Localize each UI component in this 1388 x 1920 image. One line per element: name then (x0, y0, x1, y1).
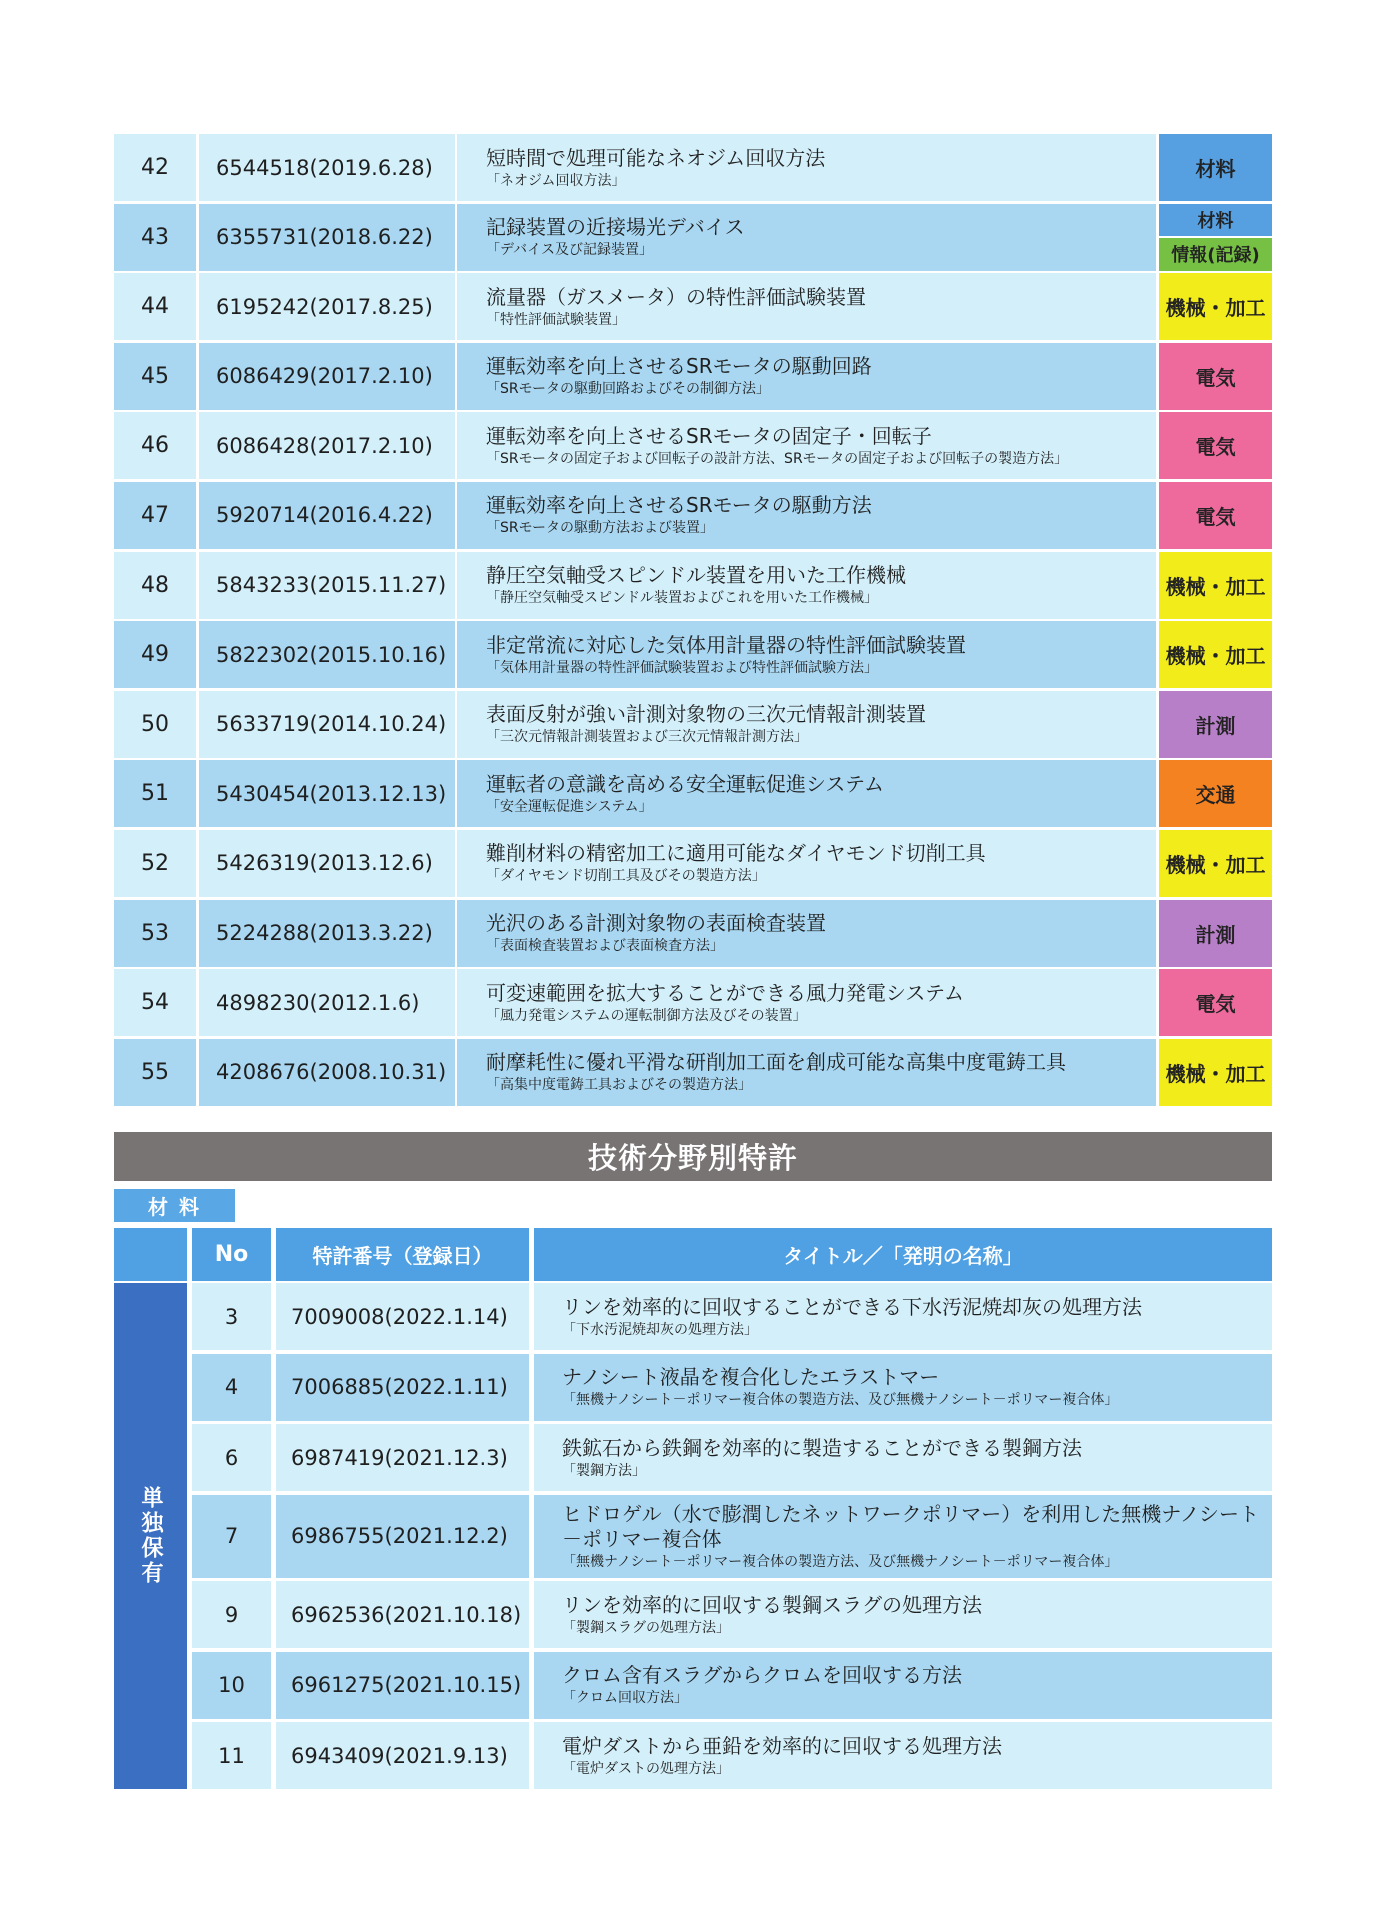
patent-row (114, 969, 1272, 1036)
group-label: 単独保有 (138, 1486, 163, 1586)
patent-title: 流量器（ガスメータ）の特性評価試験装置 (486, 284, 866, 309)
patent-row (114, 204, 1272, 271)
invention-name: 「風力発電システムの運転制御方法及びその装置」 (486, 1007, 807, 1024)
patent-number-date: 4208676(2008.10.31) (199, 1039, 455, 1106)
invention-name: 「SRモータの駆動方法および装置」 (486, 520, 715, 537)
category-tag: 機械・加工 (1159, 1039, 1272, 1106)
invention-name: 「ダイヤモンド切削工具及びその製造方法」 (486, 868, 766, 885)
invention-name: 「静圧空気軸受スピンドル装置およびこれを用いた工作機械」 (486, 590, 878, 607)
category-tag: 機械・加工 (1159, 621, 1272, 688)
category-tag: 材料 (1159, 134, 1272, 201)
patent-no: 7 (192, 1495, 271, 1578)
patent-title: 難削材料の精密加工に適用可能なダイヤモンド切削工具 (486, 841, 986, 866)
invention-name: 「三次元情報計測装置および三次元情報計測方法」 (486, 729, 808, 746)
patent-table-continued (114, 134, 1272, 1106)
field-patent-row (192, 1652, 1272, 1719)
patent-title: 短時間で処理可能なネオジム回収方法 (486, 145, 826, 170)
patent-number-date: 5822302(2015.10.16) (199, 621, 455, 688)
field-patent-row (192, 1722, 1272, 1789)
category-cell (1159, 273, 1272, 340)
patent-title: 光沢のある計測対象物の表面検査装置 (486, 911, 826, 936)
patent-title-cell (534, 1581, 1272, 1648)
patent-title: 表面反射が強い計測対象物の三次元情報計測装置 (486, 702, 926, 727)
patent-title-cell (457, 273, 1156, 340)
patent-number-date: 5430454(2013.12.13) (199, 760, 455, 827)
category-tag: 電気 (1159, 343, 1272, 410)
invention-name: 「デバイス及び記録装置」 (486, 242, 654, 259)
field-patent-row (192, 1283, 1272, 1350)
category-cell (1159, 621, 1272, 688)
patent-title-cell (457, 204, 1156, 271)
category-cell (1159, 691, 1272, 758)
field-patent-row (192, 1495, 1272, 1578)
invention-name: 「安全運転促進システム」 (486, 798, 653, 815)
patent-number-date: 6544518(2019.6.28) (199, 134, 455, 201)
category-tag: 機械・加工 (1159, 830, 1272, 897)
patent-title-cell (457, 343, 1156, 410)
header-patent-number: 特許番号（登録日） (276, 1228, 529, 1281)
category-tag: 情報(記録) (1159, 238, 1272, 270)
patent-title: 運転効率を向上させるSRモータの駆動回路 (486, 354, 872, 379)
field-label-tab: 材 料 (114, 1189, 235, 1222)
patent-title: リンを効率的に回収する製鋼スラグの処理方法 (562, 1592, 982, 1617)
invention-name: 「SRモータの駆動回路およびその制御方法」 (486, 381, 771, 398)
patent-no: 44 (114, 273, 196, 340)
patent-no: 11 (192, 1722, 271, 1789)
patent-number-date: 6086429(2017.2.10) (199, 343, 455, 410)
invention-name: 「製鋼スラグの処理方法」 (562, 1619, 730, 1636)
patent-row (114, 691, 1272, 758)
patent-no: 53 (114, 900, 196, 967)
category-cell (1159, 552, 1272, 619)
patent-title: 運転者の意識を高める安全運転促進システム (486, 771, 884, 796)
category-cell (1159, 1039, 1272, 1106)
patent-row (114, 621, 1272, 688)
patent-number-date: 4898230(2012.1.6) (199, 969, 455, 1036)
invention-name: 「下水汚泥焼却灰の処理方法」 (562, 1321, 758, 1338)
category-cell (1159, 343, 1272, 410)
category-cell (1159, 134, 1272, 201)
patent-title-cell (457, 1039, 1156, 1106)
patent-title: ヒドロゲル（水で膨潤したネットワークポリマー）を利用した無機ナノシート－ポリマー複合体 (562, 1501, 1259, 1551)
header-group-blank (114, 1228, 187, 1281)
patent-number-date: 5633719(2014.10.24) (199, 691, 455, 758)
patent-row (114, 343, 1272, 410)
patent-title-cell (534, 1283, 1272, 1350)
category-cell (1159, 900, 1272, 967)
patent-title-cell (457, 969, 1156, 1036)
patent-number-date: 6961275(2021.10.15) (276, 1652, 529, 1719)
patent-number-date: 6987419(2021.12.3) (276, 1424, 529, 1491)
patent-no: 3 (192, 1283, 271, 1350)
category-tag: 計測 (1159, 691, 1272, 758)
header-title: タイトル／「発明の名称」 (534, 1228, 1272, 1281)
category-tag: 材料 (1159, 204, 1272, 236)
patent-number-date: 6943409(2021.9.13) (276, 1722, 529, 1789)
patent-no: 52 (114, 830, 196, 897)
field-patent-row (192, 1581, 1272, 1648)
patent-no: 49 (114, 621, 196, 688)
patent-no: 47 (114, 482, 196, 549)
patent-title: 記録装置の近接場光デバイス (486, 215, 745, 240)
patent-number-date: 6962536(2021.10.18) (276, 1581, 529, 1648)
category-tag: 交通 (1159, 760, 1272, 827)
patent-title: 非定常流に対応した気体用計量器の特性評価試験装置 (486, 632, 966, 657)
patent-number-date: 6195242(2017.8.25) (199, 273, 455, 340)
patent-row (114, 134, 1272, 201)
patent-no: 51 (114, 760, 196, 827)
patent-number-date: 7009008(2022.1.14) (276, 1283, 529, 1350)
patent-no: 10 (192, 1652, 271, 1719)
category-cell (1159, 969, 1272, 1036)
invention-name: 「電炉ダストの処理方法」 (562, 1760, 730, 1777)
patent-title: リンを効率的に回収することができる下水汚泥焼却灰の処理方法 (562, 1294, 1142, 1319)
patent-title: 鉄鉱石から鉄鋼を効率的に製造することができる製鋼方法 (562, 1435, 1082, 1460)
category-tag: 電気 (1159, 482, 1272, 549)
patent-no: 43 (114, 204, 196, 271)
invention-name: 「高集中度電鋳工具およびその製造方法」 (486, 1077, 752, 1094)
patent-title-cell (534, 1424, 1272, 1491)
patent-row (114, 830, 1272, 897)
patent-no: 55 (114, 1039, 196, 1106)
patent-no: 4 (192, 1354, 271, 1421)
section-title: 技術分野別特許 (114, 1132, 1272, 1181)
patent-title: 可変速範囲を拡大することができる風力発電システム (486, 980, 964, 1005)
patent-number-date: 5224288(2013.3.22) (199, 900, 455, 967)
invention-name: 「SRモータの固定子および回転子の設計方法、SRモータの固定子および回転子の製造方法」 (486, 450, 1069, 467)
group-column (114, 1283, 187, 1789)
field-patent-row (192, 1424, 1272, 1491)
patent-number-date: 6086428(2017.2.10) (199, 412, 455, 479)
field-table-rows (192, 1283, 1272, 1789)
patent-title-cell (457, 760, 1156, 827)
patent-title: ナノシート液晶を複合化したエラストマー (562, 1365, 940, 1389)
category-tag: 電気 (1159, 412, 1272, 479)
patent-title-cell (457, 134, 1156, 201)
invention-name: 「無機ナノシート－ポリマー複合体の製造方法、及び無機ナノシート－ポリマー複合体」 (562, 1392, 1119, 1408)
header-no: No (192, 1228, 271, 1281)
patent-title-cell (534, 1652, 1272, 1719)
patent-title-cell (457, 621, 1156, 688)
patent-row (114, 1039, 1272, 1106)
patent-no: 46 (114, 412, 196, 479)
patent-title: クロム含有スラグからクロムを回収する方法 (562, 1663, 962, 1687)
invention-name: 「クロム回収方法」 (562, 1690, 688, 1706)
patent-number-date: 5426319(2013.12.6) (199, 830, 455, 897)
patent-title: 静圧空気軸受スピンドル装置を用いた工作機械 (486, 563, 906, 588)
invention-name: 「製鋼方法」 (562, 1462, 646, 1479)
patent-no: 9 (192, 1581, 271, 1648)
patent-row (114, 552, 1272, 619)
patent-row (114, 900, 1272, 967)
patent-row (114, 412, 1272, 479)
category-cell (1159, 412, 1272, 479)
patent-title-cell (457, 691, 1156, 758)
patent-row (114, 273, 1272, 340)
category-tag: 機械・加工 (1159, 273, 1272, 340)
category-tag: 電気 (1159, 969, 1272, 1036)
invention-name: 「特性評価試験装置」 (486, 311, 626, 328)
category-tag: 機械・加工 (1159, 552, 1272, 619)
patent-title-cell (534, 1722, 1272, 1789)
patent-number-date: 6986755(2021.12.2) (276, 1495, 529, 1578)
patent-title: 耐摩耗性に優れ平滑な研削加工面を創成可能な高集中度電鋳工具 (486, 1050, 1066, 1075)
patent-no: 42 (114, 134, 196, 201)
patent-no: 6 (192, 1424, 271, 1491)
category-cell (1159, 204, 1272, 271)
patent-title-cell (457, 552, 1156, 619)
category-cell (1159, 760, 1272, 827)
field-table-body (114, 1283, 1272, 1789)
patent-title: 運転効率を向上させるSRモータの固定子・回転子 (486, 423, 932, 448)
invention-name: 「ネオジム回収方法」 (486, 172, 626, 189)
category-cell (1159, 830, 1272, 897)
patent-number-date: 5843233(2015.11.27) (199, 552, 455, 619)
patent-no: 45 (114, 343, 196, 410)
invention-name: 「気体用計量器の特性評価試験装置および特性評価試験方法」 (486, 659, 878, 676)
patent-no: 54 (114, 969, 196, 1036)
patent-number-date: 5920714(2016.4.22) (199, 482, 455, 549)
patent-title-cell (457, 900, 1156, 967)
patent-title-cell (534, 1495, 1272, 1578)
patent-no: 48 (114, 552, 196, 619)
patent-number-date: 6355731(2018.6.22) (199, 204, 455, 271)
patent-title-cell (457, 412, 1156, 479)
patent-title: 運転効率を向上させるSRモータの駆動方法 (486, 493, 872, 518)
patent-title-cell (534, 1354, 1272, 1421)
patent-title-cell (457, 830, 1156, 897)
patent-title: 電炉ダストから亜鉛を効率的に回収する処理方法 (562, 1733, 1002, 1758)
patent-number-date: 7006885(2022.1.11) (276, 1354, 529, 1421)
patent-row (114, 760, 1272, 827)
patent-no: 50 (114, 691, 196, 758)
patent-row (114, 482, 1272, 549)
field-table-header (114, 1228, 1272, 1281)
invention-name: 「表面検査装置および表面検査方法」 (486, 938, 724, 955)
invention-name: 「無機ナノシート－ポリマー複合体の製造方法、及び無機ナノシート－ポリマー複合体」 (562, 1553, 1119, 1570)
category-tag: 計測 (1159, 900, 1272, 967)
patent-title-cell (457, 482, 1156, 549)
field-patent-row (192, 1354, 1272, 1421)
category-cell (1159, 482, 1272, 549)
